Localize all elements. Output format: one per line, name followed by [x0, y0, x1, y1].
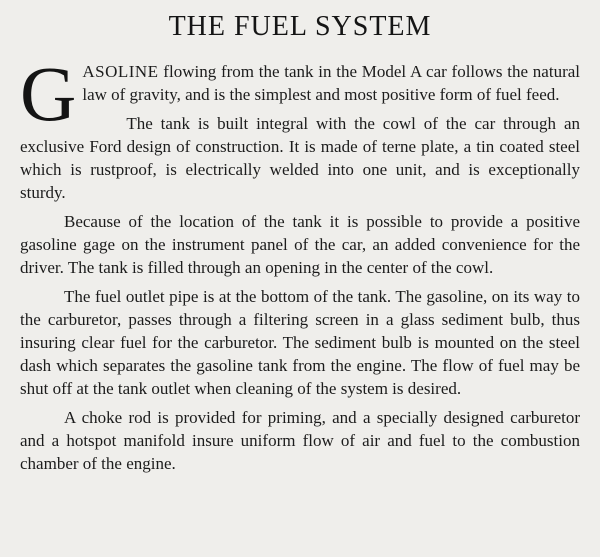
paragraph-5: A choke rod is provided for priming, and a specially designed carburetor and a hotspot manifold insure uniform flow of air and fuel to the combustion chamber of the engine. [20, 408, 580, 473]
paragraph-1 [20, 50, 580, 137]
paragraph-4: The fuel outlet pipe is at the bottom of the tank. The gasoline, on its way to the carburetor, passes through a filtering screen in a glass sediment bulb, thus insuring clear fuel for the carburetor. The sediment bulb is mounted on the steel dash which separates the gasoline tank from the engine. The flow of fuel may be shut off at the tank outlet when cleaning of the system is desired. [20, 287, 580, 398]
page-title: THE FUEL SYSTEM [168, 11, 432, 42]
paragraph-1-text: flowing from the tank in the Model A car follows the natural law of gravity, and is the simplest and most positive form of fuel feed. [82, 62, 580, 104]
paragraph-3: Because of the location of the tank it is possible to provide a positive gasoline gage on the instrument panel of the car, an added convenience for the driver. The tank is filled through an opening in the center of the cowl. [20, 212, 580, 277]
paragraph-2: The tank is built integral with the cowl of the car through an exclusive Ford design of construction. It is made of terne plate, a tin coated steel which is rustproof, is electrically welded into one unit, and is exceptionally sturdy. [20, 114, 580, 202]
drop-cap: G [20, 50, 77, 137]
paragraph-1-smallcaps: ASOLINE [82, 62, 159, 81]
document-body [20, 50, 580, 475]
